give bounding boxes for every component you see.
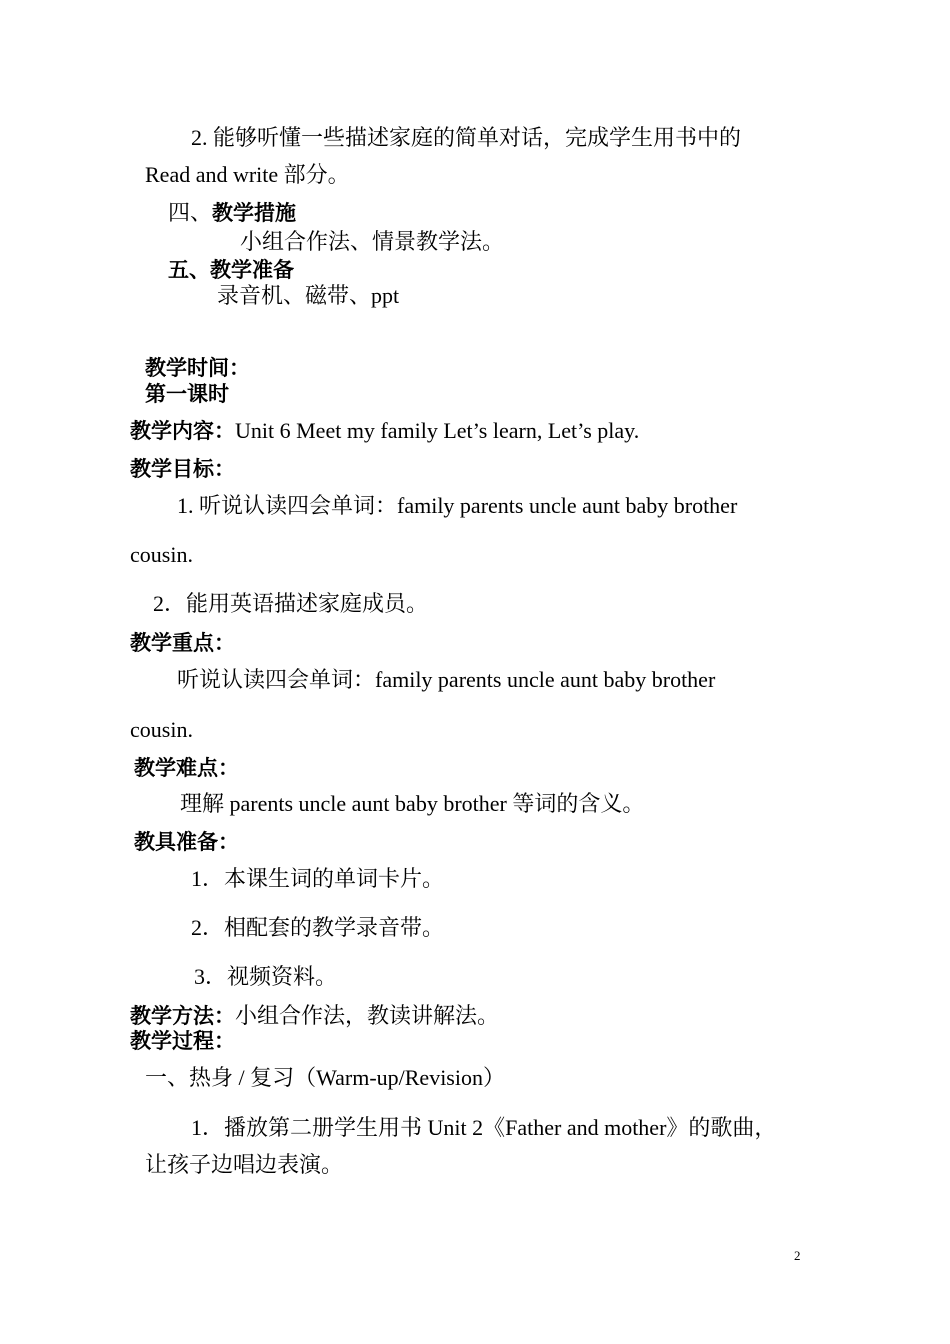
teaching-objective-label: 教学目标：	[130, 457, 235, 481]
teaching-aids-label: 教具准备：	[134, 830, 239, 854]
teaching-content-label: 教学内容：	[130, 419, 235, 443]
section-5-body: 录音机、磁带、ppt	[217, 283, 400, 308]
key-point-label: 教学重点：	[130, 631, 235, 655]
warm-up-heading: 一、热身 / 复习（Warm-up/Revision）	[145, 1065, 505, 1090]
teaching-content	[130, 417, 639, 445]
objective-1-line-2: cousin.	[130, 542, 193, 567]
difficulty-body: 理解 parents uncle aunt baby brother 等词的含义。	[180, 791, 645, 816]
teaching-method-value: 小组合作法，教读讲解法。	[235, 1003, 500, 1028]
difficulty-label: 教学难点：	[134, 756, 239, 780]
key-point-line-2: cousin.	[130, 717, 193, 742]
key-point-line-1: 听说认读四会单词：family parents uncle aunt baby brother	[177, 667, 716, 692]
objective-2: 2．能用英语描述家庭成员。	[153, 591, 429, 616]
page-number: 2	[794, 1248, 801, 1263]
section-5-heading: 五、教学准备	[168, 258, 294, 282]
teaching-method	[130, 1002, 499, 1030]
aid-item-2: 2．相配套的教学录音带。	[191, 915, 445, 940]
step-1-line-2: 让孩子边唱边表演。	[145, 1152, 344, 1177]
teaching-content-value: Unit 6 Meet my family Let’s learn, Let’s play.	[235, 418, 640, 443]
aid-item-1: 1．本课生词的单词卡片。	[191, 866, 445, 891]
lesson-heading: 第一课时	[145, 382, 229, 406]
teaching-method-label: 教学方法：	[130, 1004, 235, 1028]
section-4-heading: 四、教学措施	[168, 200, 297, 225]
goal-2-line-1: 2. 能够听懂一些描述家庭的简单对话，完成学生用书中的	[191, 125, 742, 150]
goal-2-line-2: Read and write 部分。	[145, 162, 350, 187]
aid-item-3: 3．视频资料。	[194, 964, 338, 989]
teaching-time-heading: 教学时间：	[145, 356, 250, 380]
teaching-process-label: 教学过程：	[130, 1029, 235, 1053]
section-4-body: 小组合作法、情景教学法。	[240, 229, 505, 254]
step-1-line-1: 1．播放第二册学生用书 Unit 2《Father and mother》的歌曲，	[191, 1115, 777, 1140]
objective-1-line-1: 1. 听说认读四会单词：family parents uncle aunt baby brother	[177, 493, 738, 518]
